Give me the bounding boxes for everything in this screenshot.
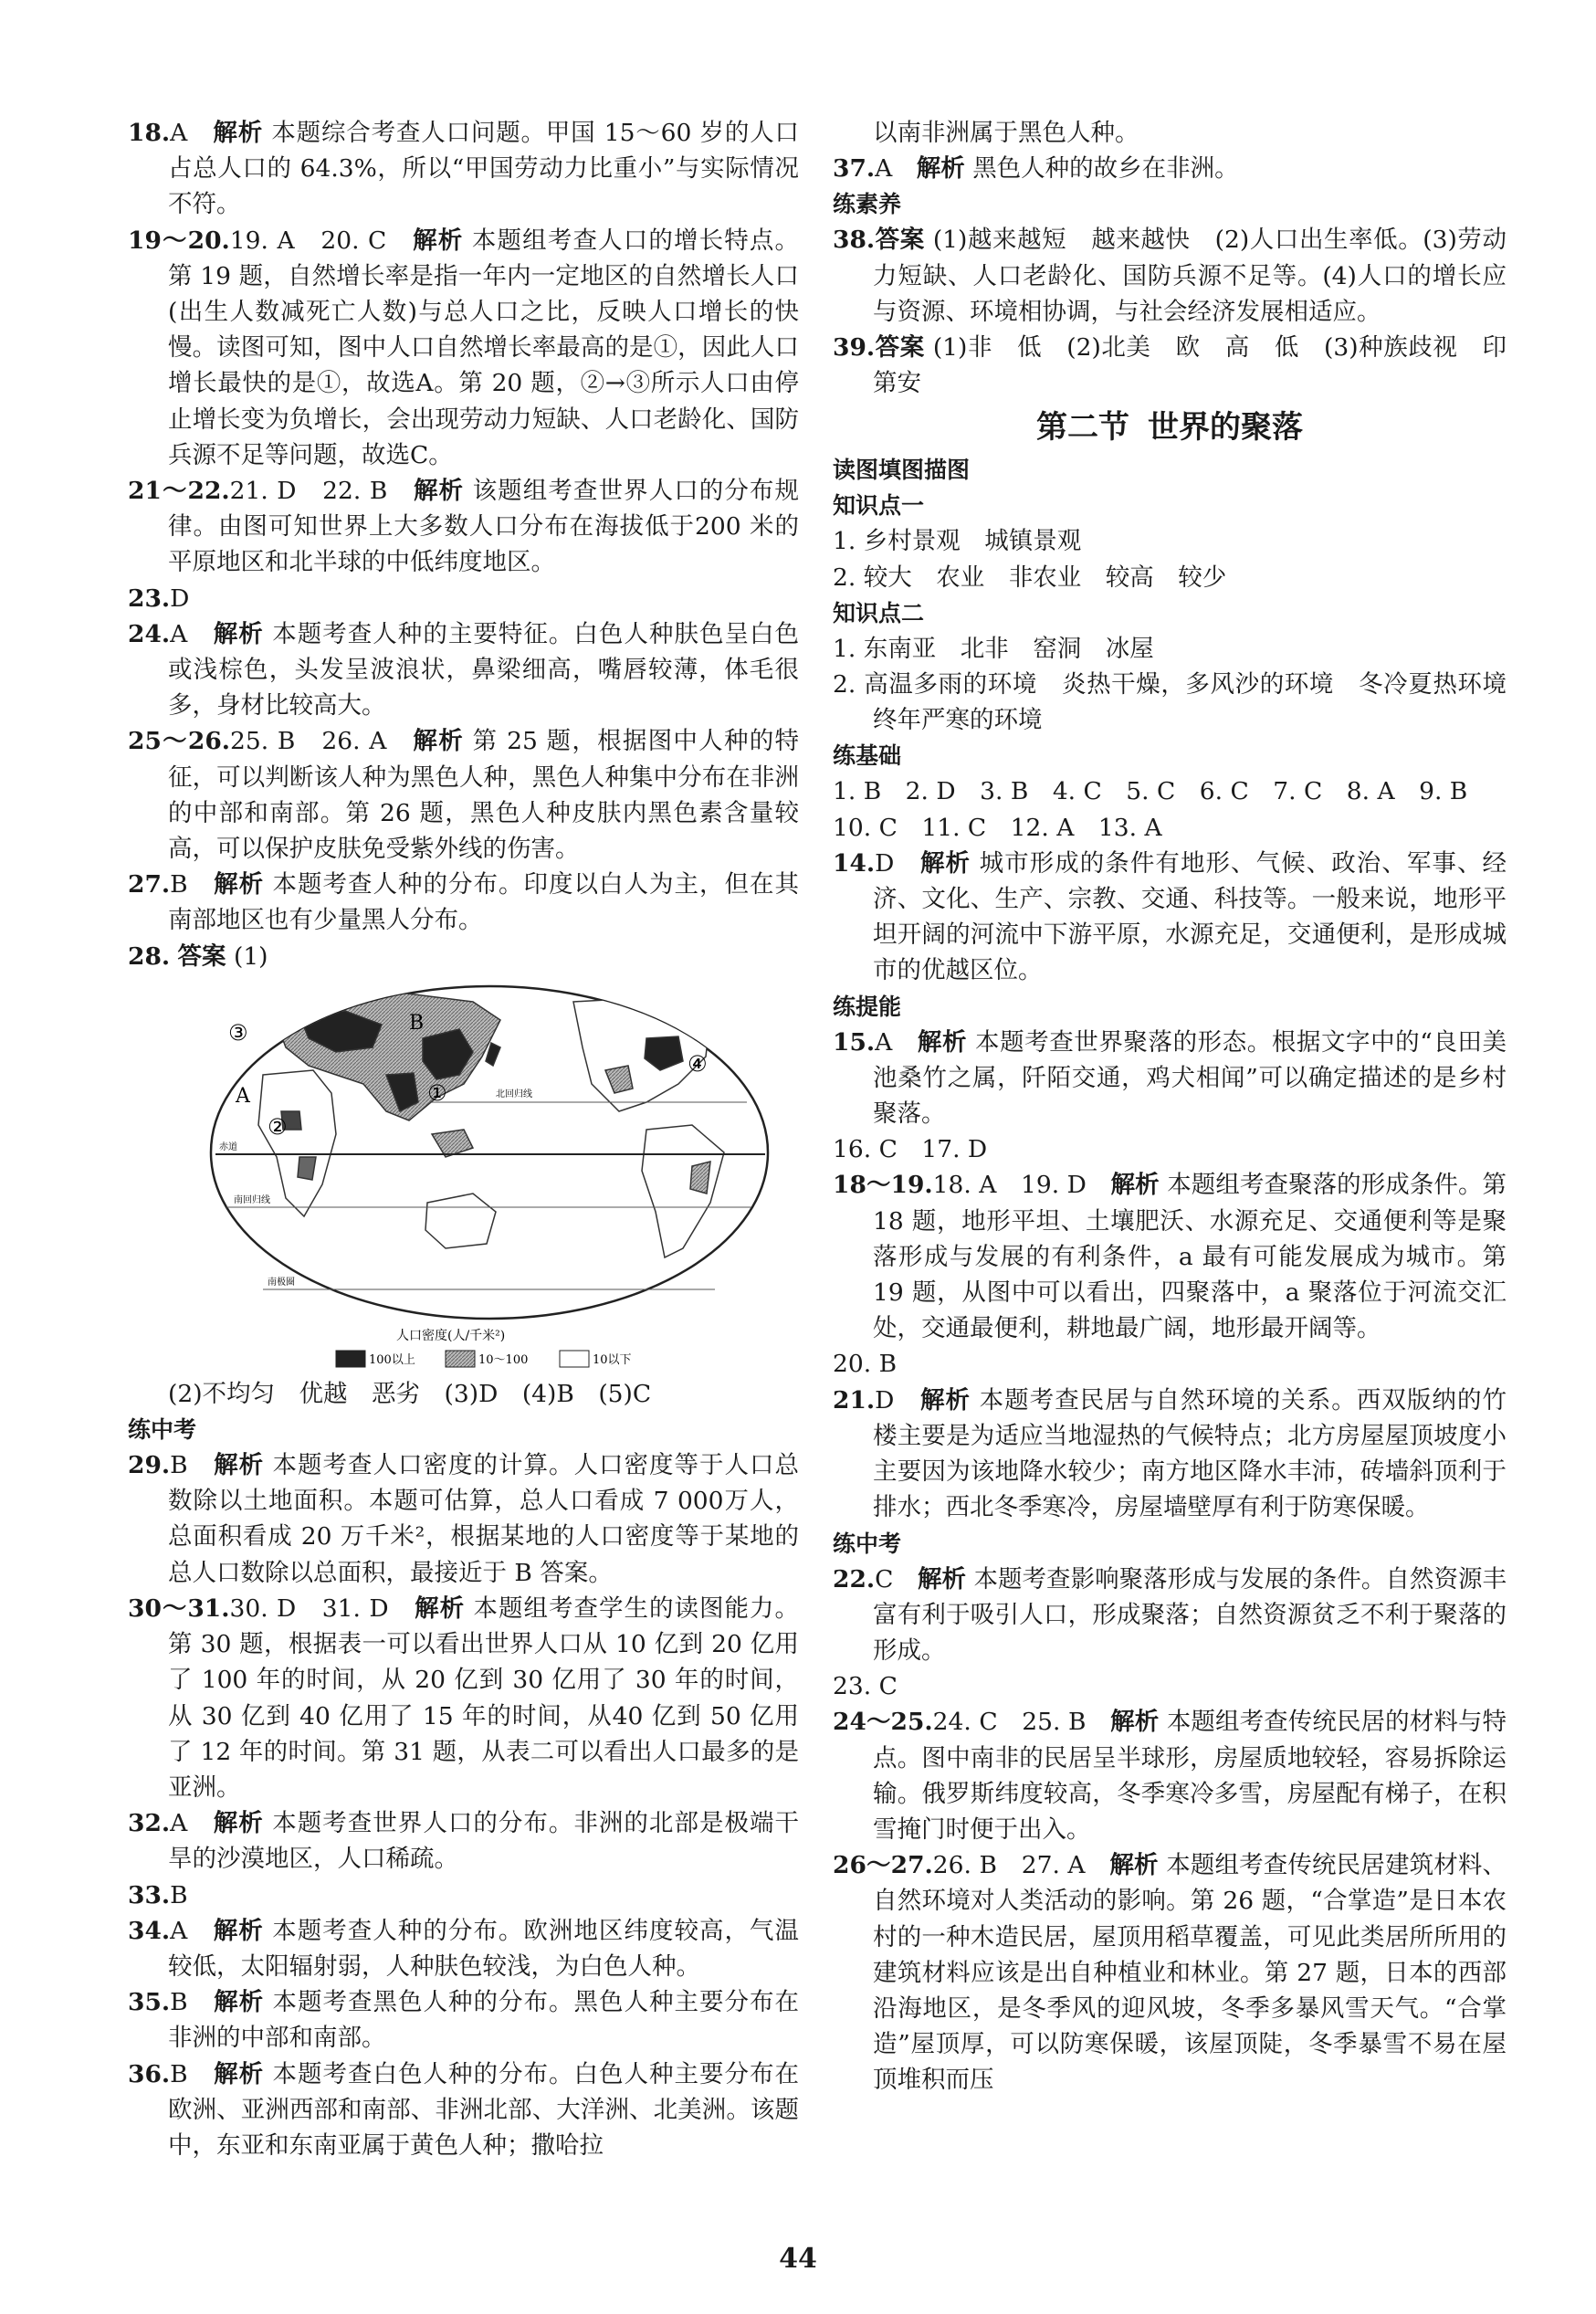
answer-item: 15.A 解析 本题考查世界聚落的形态。根据文字中的“良田美池桑竹之属，阡陌交通，鸡犬相闻”可以确定描述的是乡村聚落。: [833, 1027, 1507, 1129]
legend-title: 人口密度(人/千米²): [396, 1328, 506, 1343]
legend-low-label: 10以下: [593, 1352, 632, 1367]
section-heading: 练提能: [833, 993, 902, 1020]
answer-line: 2. 高温多雨的环境 炎热干燥，多风沙的环境 冬冷夏热环境 终年严寒的环境: [833, 670, 1531, 735]
answer-item: 21.D 解析 本题考查民居与自然环境的关系。西双版纳的竹楼主要是为适应当地湿热的气候特点；北方房屋屋顶坡度小主要因为该地降水较少；南方地区降水丰沛，砖墙斜顶利于排水；西北冬季寒冷，房屋墙壁厚有利于防寒保暖。: [833, 1385, 1507, 1522]
answer-item: 21～22.21. D 22. B 解析 该题组考查世界人口的分布规律。由图可知世界上大多数人口分布在海拔低于200 米的平原地区和北半球的中低纬度地区。: [128, 477, 800, 577]
answer-line: 23. C: [833, 1672, 898, 1701]
answer-item: 25～26.25. B 26. A 解析 第 25 题，根据图中人种的特征，可以判断该人种为黑色人种，黑色人种集中分布在非洲的中部和南部。第 26 题，黑色人种皮肤内黑色素含量较高，可以保护皮肤免受紫外线的伤害。: [128, 727, 800, 864]
map-label-a: A: [236, 1084, 250, 1108]
legend-high-label: 100以上: [369, 1352, 415, 1367]
answer-item: 28. 答案 (1): [128, 941, 268, 971]
map-label-2: ②: [268, 1113, 288, 1140]
answer-continuation: 以南非洲属于黑色人种。: [873, 119, 1139, 147]
answer-line: 10. C 11. C 12. A 13. A: [833, 813, 1162, 842]
page-number: 44: [779, 2243, 817, 2275]
answer-item: 19～20.19. A 20. C 解析 本题组考查人口的增长特点。第 19 题，自然增长率是指一年内一定地区的自然增长人口(出生人数减死亡人数)与总人口之比，反映人口增长的快慢。读图可知，图中人口自然增长率最高的是①，因此人口增长最快的是①，故选A。第 20 题，②→③所示人口由停止增长变为负增长，会出现劳动力短缺、人口老龄化、国防兵源不足等问题，故选C。: [128, 226, 799, 469]
answer-item: 35.B 解析 本题考查黑色人种的分布。黑色人种主要分布在非洲的中部和南部。: [128, 1988, 800, 2053]
map-label-4: ④: [688, 1050, 708, 1077]
tropic-n-label: 北回归线: [496, 1089, 532, 1099]
answer-item: 36.B 解析 本题考查白色人种的分布。白色人种主要分布在欧洲、亚洲西部和南部、非洲北部、大洋洲、北美洲。该题中，东亚和东南亚属于黄色人种；撒哈拉: [128, 2059, 800, 2160]
world-map-figure: [199, 974, 783, 1376]
answer-item: 18.A 解析 本题综合考查人口问题。甲国 15～60 岁的人口占总人口的 64.3%，所以“甲国劳动力比重小”与实际情况不符。: [128, 119, 800, 219]
answer-line: 2. 较大 农业 非农业 较高 较少: [833, 563, 1227, 592]
population-density-map: [199, 974, 783, 1376]
map-label-b: B: [409, 1011, 425, 1035]
answer-line: 1. B 2. D 3. B 4. C 5. C 6. C 7. C 8. A 9. B: [833, 777, 1468, 806]
section-heading: 练中考: [833, 1530, 902, 1557]
answer-item: 29.B 解析 本题考查人口密度的计算。人口密度等于人口总数除以土地面积。本题可估算，总人口看成 7 000万人，总面积看成 20 万千米²，根据某地的人口密度等于某地的总人口数除以总面积，最接近于 B 答案。: [128, 1451, 800, 1587]
answer-item: 14.D 解析 城市形成的条件有地形、气候、政治、军事、经济、文化、生产、宗教、交通、科技等。一般来说，地形平坦开阔的河流中下游平原，水源充足，交通便利，是形成城市的优越区位。: [833, 848, 1507, 985]
answer-item: 34.A 解析 本题考查人种的分布。欧洲地区纬度较高，气温较低，太阳辐射弱，人种肤色较浅，为白色人种。: [128, 1916, 799, 1981]
knowledge-point-heading: 知识点一: [833, 492, 925, 520]
section-heading: 练素养: [833, 191, 902, 218]
answer-item: 32.A 解析 本题考查世界人口的分布。非洲的北部是极端干旱的沙漠地区，人口稀疏。: [128, 1809, 799, 1874]
section-heading: 练基础: [833, 742, 902, 770]
left-column: [128, 115, 799, 2163]
right-column: [833, 115, 1531, 2098]
tropic-s-label: 南回归线: [234, 1194, 270, 1205]
legend-swatch-low: [560, 1351, 589, 1367]
answer-line: 1. 东南亚 北非 窑洞 冰屋: [833, 634, 1154, 663]
equator-label: 赤道: [219, 1141, 237, 1152]
legend-swatch-mid: [446, 1351, 475, 1367]
polar-s-label: 南极圈: [268, 1277, 295, 1288]
map-label-3: ③: [228, 1019, 248, 1046]
answer-line: 20. B: [833, 1350, 898, 1379]
answer-item: 30～31.30. D 31. D 解析 本题组考查学生的读图能力。第 30 题，根据表一可以看出世界人口从 10 亿到 20 亿用了 100 年的时间，从 20 亿到 30 亿用了 30 年的时间，从 30 亿到 40 亿用了 15 年的时间，从40 亿到 50 亿用了 12 年的时间。第 31 题，从表二可以看出人口最多的是亚洲。: [128, 1594, 799, 1802]
answer-item: 18～19.18. A 19. D 解析 本题组考查聚落的形成条件。第 18 题，地形平坦、土壤肥沃、水源充足、交通便利等是聚落形成与发展的有利条件，a 最有可能发展成为城市。第 19 题，从图中可以看出，四聚落中，a 聚落位于河流交汇处，交通最便利，耕地最广阔，地形最开阔等。: [833, 1171, 1507, 1343]
section-heading: 练中考: [128, 1416, 197, 1444]
answer-item: 24.A 解析 本题考查人种的主要特征。白色人种肤色呈白色或浅棕色，头发呈波浪状，鼻梁细高，嘴唇较薄，体毛很多，身材比较高大。: [128, 619, 799, 720]
knowledge-point-heading: 知识点二: [833, 599, 925, 626]
section-title: 第二节 世界的聚落: [1036, 409, 1303, 447]
answer-line: 1. 乡村景观 城镇景观: [833, 527, 1082, 556]
answer-item: 38.答案 (1)越来越短 越来越快 (2)人口出生率低。(3)劳动力短缺、人口老龄化、国防兵源不足等。(4)人口的增长应与资源、环境相协调，与社会经济发展相适应。: [833, 226, 1507, 326]
subsection-heading: 读图填图描图: [833, 457, 971, 484]
answer-item: 26～27.26. B 27. A 解析 本题组考查传统民居建筑材料、自然环境对人类活动的影响。第 26 题，“合掌造”是日本农村的一种木造民居，屋顶用稻草覆盖，可见此类居所所用的建筑材料应该是出自种植业和林业。第 27 题，日本的西部沿海地区，是冬季风的迎风坡，冬季多暴风雪天气。“合掌造”屋顶厚，可以防寒保暖，该屋顶陡，冬季暴雪不易在屋顶堆积而压: [833, 1851, 1507, 2095]
map-label-1: ①: [427, 1079, 447, 1106]
answer-item: 33.B: [128, 1880, 188, 1909]
answer-line: 16. C 17. D: [833, 1135, 988, 1164]
answer-item: 22.C 解析 本题考查影响聚落形成与发展的条件。自然资源丰富有利于吸引人口，形成聚落；自然资源贫乏不利于聚落的形成。: [833, 1564, 1507, 1665]
answer-line: (2)不均匀 优越 恶劣 (3)D (4)B (5)C: [168, 1379, 652, 1408]
answer-item: 39.答案 (1)非 低 (2)北美 欧 高 低 (3)种族歧视 印第安: [833, 333, 1507, 398]
answer-item: 27.B 解析 本题考查人种的分布。印度以白人为主，但在其南部地区也有少量黑人分布。: [128, 870, 800, 935]
answer-item: 23.D: [128, 584, 190, 613]
legend-mid-label: 10～100: [478, 1352, 529, 1367]
answer-item: 24～25.24. C 25. B 解析 本题组考查传统民居的材料与特点。图中南非的民居呈半球形，房屋质地较轻，容易拆除运输。俄罗斯纬度较高，冬季寒冷多雪，房屋配有梯子，在积雪掩门时便于出入。: [833, 1708, 1507, 1844]
legend-swatch-high: [336, 1351, 365, 1367]
answer-item: 37.A 解析 黑色人种的故乡在非洲。: [833, 154, 1239, 184]
